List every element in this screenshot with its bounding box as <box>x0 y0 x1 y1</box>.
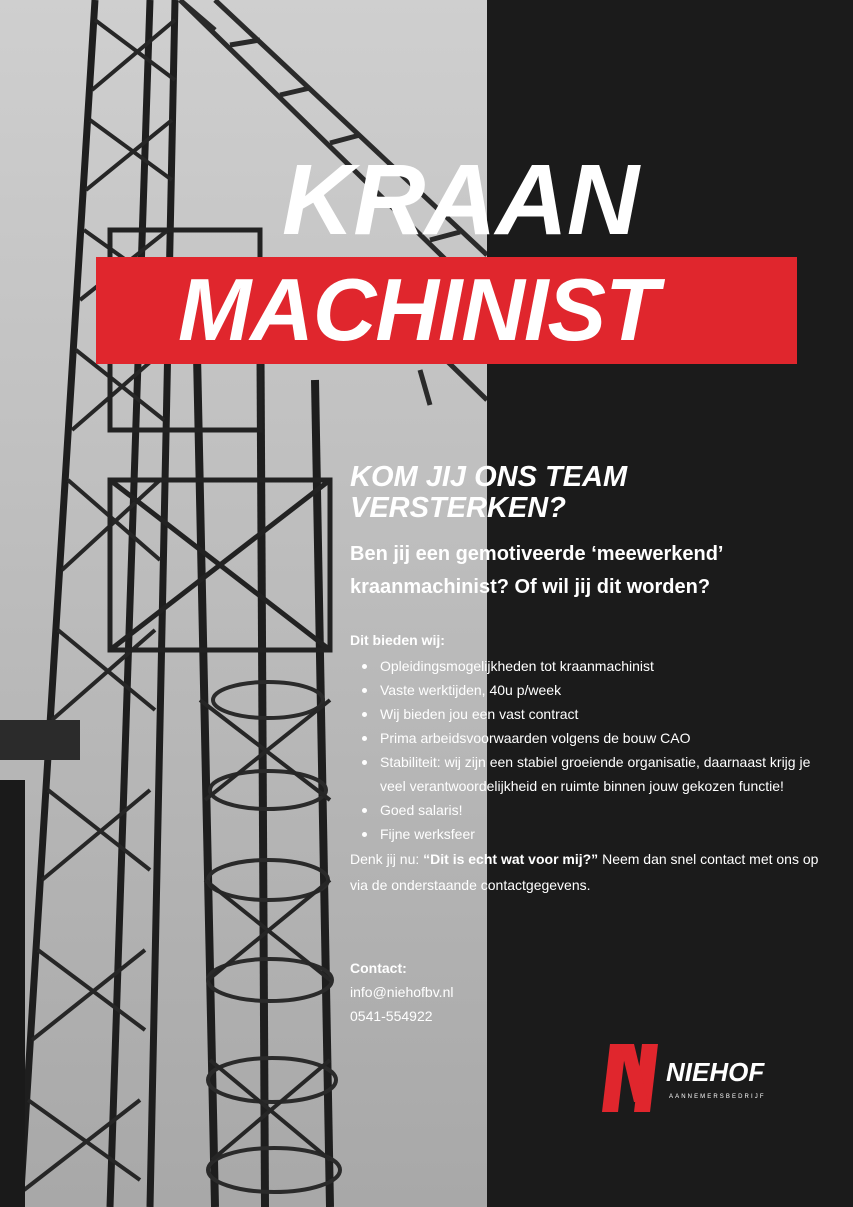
list-item: Opleidingsmogelijkheden tot kraanmachinist <box>380 654 820 678</box>
offer-list <box>350 654 820 846</box>
contact-title: Contact: <box>350 960 407 976</box>
contact-email-link[interactable]: info@niehofbv.nl <box>350 984 454 1000</box>
niehof-n-logo-icon <box>590 1038 666 1118</box>
niehof-logo <box>590 1038 790 1118</box>
cta-quote: “Dit is echt wat voor mij?” <box>423 851 599 867</box>
headline-machinist: MACHINIST <box>178 260 658 359</box>
vacancy-content <box>350 462 820 1028</box>
list-item: Goed salaris! <box>380 798 820 822</box>
headline-kraan: KRAAN <box>282 144 639 256</box>
cta-prefix: Denk jij nu: <box>350 851 424 867</box>
cta-suffix: Neem dan snel contact met ons op via de onderstaande contactgegevens. <box>350 851 819 893</box>
call-to-action <box>350 846 820 898</box>
list-item: Stabiliteit: wij zijn een stabiel groeiende organisatie, daarnaast krijg je veel verantwoordelijkheid en ruimte binnen jouw gekozen functie! <box>380 750 820 798</box>
list-item: Prima arbeidsvoorwaarden volgens de bouw CAO <box>380 726 820 750</box>
intro-heading: KOM JIJ ONS TEAM VERSTERKEN? <box>350 461 628 524</box>
contact-phone-link[interactable]: 0541-554922 <box>350 1008 433 1024</box>
list-item: Fijne werksfeer <box>380 822 820 846</box>
list-item: Wij bieden jou een vast contract <box>380 702 820 726</box>
logo-tagline: AANNEMERSBEDRIJF <box>669 1094 766 1100</box>
logo-name: NIEHOF <box>666 1057 765 1087</box>
offer-title: Dit bieden wij: <box>350 632 445 648</box>
list-item: Vaste werktijden, 40u p/week <box>380 678 820 702</box>
intro-lead: Ben jij een gemotiveerde ‘meewerkend’ kraanmachinist? Of wil jij dit worden? <box>350 543 723 598</box>
